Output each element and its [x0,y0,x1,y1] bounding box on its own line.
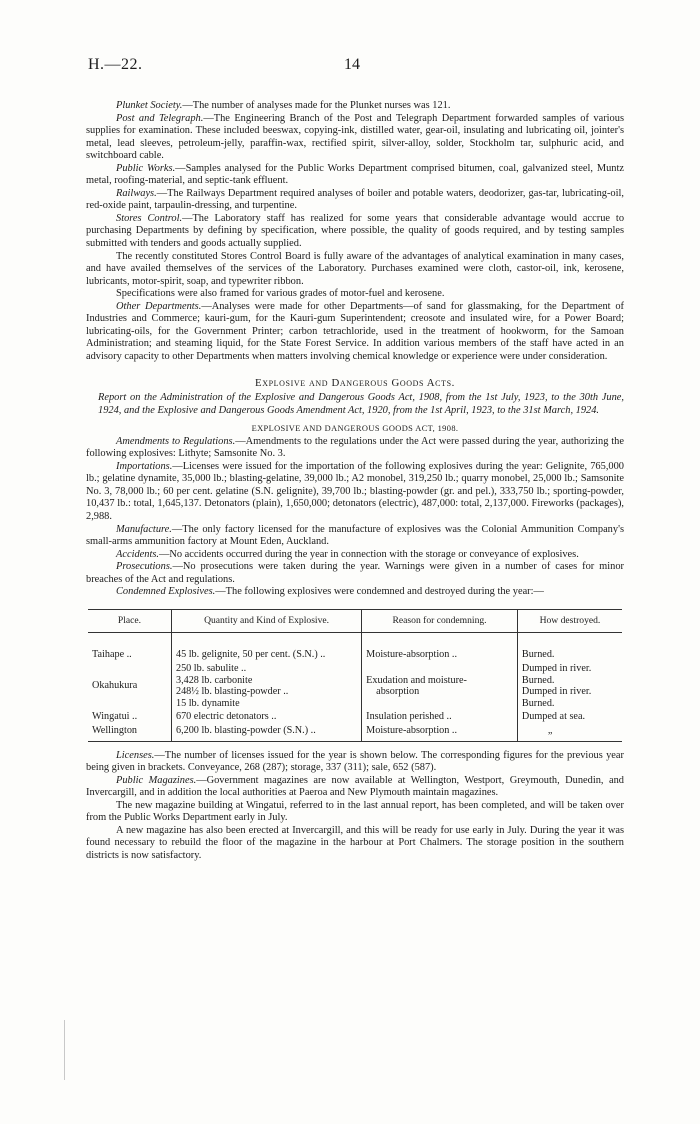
paragraph-text: Specifications were also framed for various grades of motor-fuel and kerosene. [116,288,445,300]
run-in-heading: Stores Control. [116,212,183,224]
table-row [88,633,622,662]
quantity-line: 15 lb. dynamite [175,697,240,709]
paragraph-manufacture [86,524,624,549]
licenses-and-magazines-section [86,750,624,863]
destroyed-line: Burned. [521,697,555,709]
cell-quantity [171,724,361,741]
cell-quantity [171,662,361,710]
cell-reason [362,710,518,724]
paragraph-other-departments [86,301,624,364]
reason-line: absorption [376,686,420,698]
table-header-row [88,609,622,633]
paragraph-text: —No accidents occurred during the year in connection with the storage or conveyance of explosives. [159,548,579,560]
paragraph-stores-control [86,213,624,251]
run-in-heading: Railways. [116,187,157,199]
run-in-heading: Licenses. [116,749,155,761]
paragraph-post-and-telegraph [86,113,624,163]
quantity-line: 3,428 lb. carbonite [175,674,253,686]
run-in-heading: Condemned Explosives. [116,586,216,598]
cell-place: Taihape .. [92,649,132,661]
cell-how-destroyed [517,633,622,662]
paragraph-text: —Samples analysed for the Public Works Department comprised bitumen, coal, galvanized steel, Muntz metal, roofing-material, and septic-tank effluent. [86,162,624,187]
destroyed-line: Burned. [521,649,555,661]
run-in-heading: Public Magazines. [116,774,197,786]
reason-line: Insulation perished .. [366,711,452,723]
column-header-place: Place. [88,609,171,633]
run-in-heading: Accidents. [116,548,159,560]
paragraph-text: The new magazine building at Wingatui, referred to in the last annual report, has been completed, and will be taken over from the Public Works Department early in July. [86,799,624,824]
paragraph-text: A new magazine has also been erected at Invercargill, and this will be ready for use early in July. During the year it was found necessary to rebuild the floor of the magazine in the harbour at Port Chalmers. The storage position in the southern districts is now satisfactory. [86,824,624,861]
destroyed-line: Dumped in river. [521,662,592,674]
explosives-section [86,436,624,599]
cell-reason [362,633,518,662]
section-title: Explosive and Dangerous Goods Acts. [255,377,455,390]
paragraph-stores-control-board [86,251,624,289]
cell-how-destroyed [517,724,622,741]
cell-quantity [171,710,361,724]
paragraph-text: —Amendments to the regulations under the Act were passed during the year, authorizing the following explosives: Lithyte; Samsonite No. 3. [86,435,624,460]
paragraph-text: —The Engineering Branch of the Post and Telegraph Department forwarded samples of various supplies for examination. These included beeswax, copying-ink, distilled water, gear-oil, insulating and lubricating oil, jointer's metal, lead sleeves, petroleum-jelly, paraffin-wax, rectified spirit, silver-alloy, solder, Stockholm tar, sulphuric acid, and switchboard cable. [86,112,624,162]
cell-quantity [171,633,361,662]
reason-line: Exudation and moisture- [366,674,467,686]
paragraph-text: —Analyses were made for other Departments—of sand for glassmaking, for the Department of Industries and Commerce; kauri-gum, for the Kauri-gum Superintendent; creosote and insulated wire, for a Power Board; lubricating-oils, for the Government Printer; carbon tetrachloride, used in the treatment of hookworm, for the Samoan Administration; and steaming liquid, for the State Forest Service. In addition various members of the staff have acted in an advisory capacity to other Departments when matters involving chemical knowledge or experience were under consideration. [86,300,624,362]
destroyed-line: Dumped at sea. [521,711,586,723]
paragraph-prosecutions [86,561,624,586]
page-header [88,56,628,78]
paragraph-text: —No prosecutions were taken during the year. Warnings were given in a number of cases for minor breaches of the Act and regulations. [86,561,624,585]
paragraph-accidents [86,549,624,562]
paragraph-condemned-explosives [86,586,624,599]
run-in-heading: Public Works. [116,162,176,174]
paragraph-public-works [86,163,624,188]
page-number: 14 [344,56,360,73]
paragraph-amendments [86,436,624,461]
paragraph-importations [86,461,624,524]
laboratory-section [86,100,624,363]
paragraph-wingatui-magazine [86,800,624,825]
scan-edge-mark [64,1020,65,1080]
run-in-heading: Post and Telegraph. [116,112,204,124]
paragraph-text: —The number of licenses issued for the year is shown below. The corresponding figures for the previous year being given in brackets. Conveyance, 268 (287); storage, 337 (311); sale, 652 (587). [86,749,624,774]
parliamentary-paper-reference: H.—22. [88,56,143,73]
column-header-how-destroyed: How destroyed. [517,609,622,633]
paragraph-text: —The only factory licensed for the manufacture of explosives was the Colonial Ammunition Company's small-arms ammunition factory at Mount Eden, Auckland. [86,523,624,548]
run-in-heading: Plunket Society. [116,100,183,111]
cell-reason [362,662,518,710]
destroyed-line: Dumped in river. [521,686,592,698]
ditto-mark: „ [547,724,553,736]
paragraph-text: The recently constituted Stores Control Board is fully aware of the advantages of analytical examination in many cases, and have availed themselves of the services of the Laboratory. Purchases examined were cloth, castor-oil, ink, kerosene, lubricants, motor-spirit, soap, and typewriter ribbon. [86,250,624,287]
run-in-heading: Manufacture. [116,523,172,535]
destroyed-line: Burned. [521,674,555,686]
quantity-line: 670 electric detonators .. [175,711,277,723]
column-header-quantity: Quantity and Kind of Explosive. [171,609,361,633]
paragraph-public-magazines [86,775,624,800]
cell-reason [362,724,518,741]
cell-how-destroyed [517,710,622,724]
run-in-heading: Importations. [116,460,173,472]
paragraph-text: —Licenses were issued for the importation of the following explosives during the year: Gelignite, 765,000 lb.; gelatine dynamite, 35,000 lb.; blasting-gelatine, 39,000 lb.; A2 monobel, 319,250 lb.; quarry monobel, 25,000 lb.; Samsonite No. 3, 78,000 lb.; 60 per cent. gelatine (S.N. gelignite), 39,700 lb.; blasting-powder (gr. and pel.), 333,750 lb.; sporting-powder, 10,437 lb.: total, 1,645,137. Detonators (plain), 1,650,000; detonators (electric), 487,000: total, 2,137,000. Fireworks (packages), 2,988. [86,460,624,522]
cell-place: Okahukura [92,680,138,692]
cell-place: Wingatui .. [92,711,138,723]
reason-line: Moisture-absorption .. [366,724,457,736]
run-in-heading: Prosecutions. [116,561,173,573]
paragraph-invercargill-magazine [86,825,624,863]
quantity-line: 248½ lb. blasting-powder .. [175,686,289,698]
paragraph-railways [86,188,624,213]
paragraph-text: —The number of analyses made for the Plunket nurses was 121. [182,100,451,111]
paragraph-specifications [86,288,624,301]
paragraph-licenses [86,750,624,775]
column-header-reason: Reason for condemning. [362,609,518,633]
table-row [88,710,622,724]
quantity-line: 250 lb. sabulite .. [175,662,247,674]
paragraph-text: —The Laboratory staff has realized for some years that considerable advantage would accrue to purchasing Departments by defining by specification, where possible, the quality of goods required, and by testing samples submitted with tenders and goods actually supplied. [86,212,625,250]
run-in-heading: Other Departments. [116,300,202,312]
condemned-explosives-table [88,609,622,742]
document-body [86,100,624,862]
table-row [88,662,622,710]
reason-line: Moisture-absorption .. [366,649,457,661]
quantity-line: 6,200 lb. blasting-powder (S.N.) .. [175,724,316,736]
paragraph-text: —The Railways Department required analyses of boiler and potable waters, deodorizer, gas-tar, lubricating-oil, red-oxide paint, tarpaulin-dressing, and turpentine. [86,187,624,212]
paragraph-plunket-society [86,100,624,113]
cell-how-destroyed [517,662,622,710]
cell-place: Wellington [88,724,171,741]
quantity-line: 45 lb. gelignite, 50 per cent. (S.N.) .. [175,649,326,661]
run-in-heading: Amendments to Regulations. [116,435,236,447]
paragraph-text: —Government magazines are now available at Wellington, Westport, Greymouth, Dunedin, and Invercargill, and in addition the local authorities at Paeroa and New Plymouth maintain magazines. [86,774,624,799]
act-subtitle: EXPLOSIVE AND DANGEROUS GOODS ACT, 1908. [251,424,459,434]
report-title: Report on the Administration of the Explosive and Dangerous Goods Act, 1908, from the 1st July, 1923, to the 30th June, 1924, and the Explosive and Dangerous Goods Amendment Act, 1920, from the 1st April, 1923, to the 31st March, 1924. [98,392,624,416]
paragraph-text: —The following explosives were condemned and destroyed during the year:— [215,586,544,598]
table-row [88,724,622,741]
